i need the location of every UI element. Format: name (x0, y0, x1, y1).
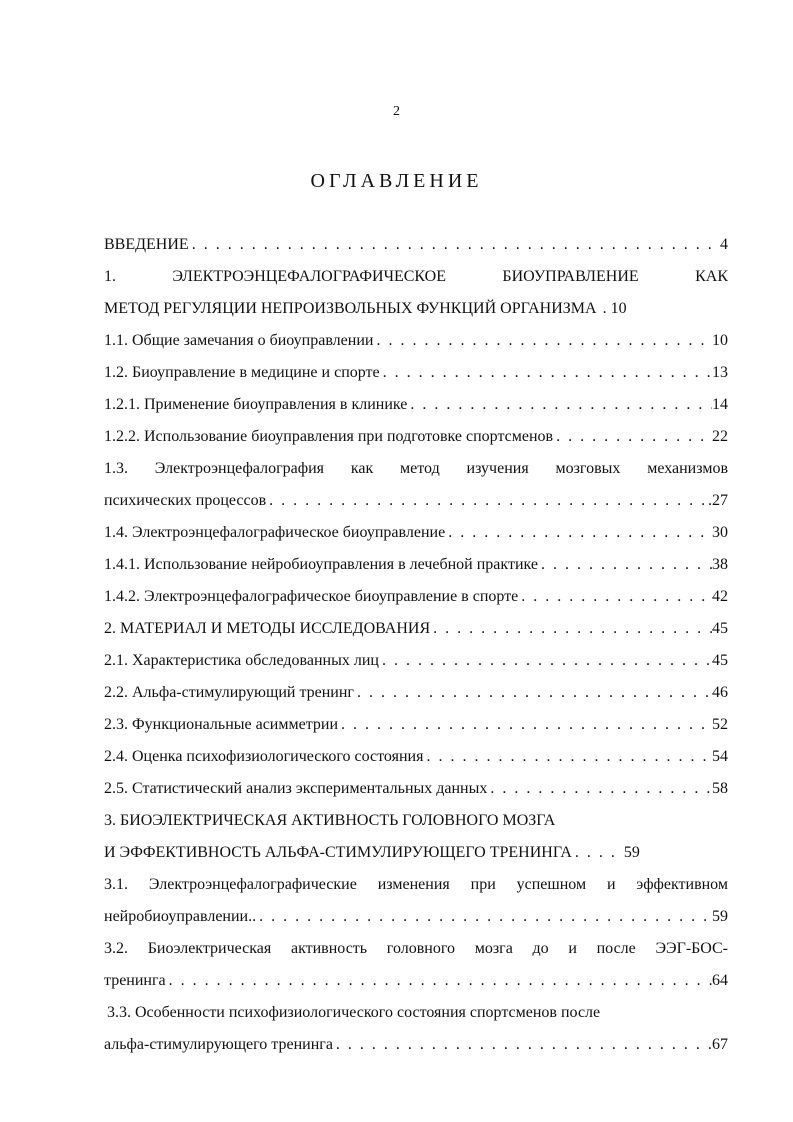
toc-entry-1-1 (104, 328, 728, 360)
toc-entry-2-2 (104, 680, 728, 712)
toc-page: 67 (712, 1036, 728, 1053)
toc-entry-2-4 (104, 744, 728, 776)
toc-label: 1.2. Биоуправление в медицине и спорте (104, 364, 380, 381)
toc-page: 45 (712, 620, 728, 637)
toc-entry-1-2 (104, 360, 728, 392)
toc-label: тренинга (104, 972, 166, 989)
toc-page: 64 (712, 972, 728, 989)
toc-label: 1.4. Электроэнцефалографическое биоуправление (104, 524, 446, 541)
leader-dots (423, 744, 712, 770)
toc-page: 46 (712, 684, 728, 701)
toc-entry-3-3-line-1 (104, 1000, 728, 1032)
toc-page: 4 (720, 236, 728, 253)
toc-page: .27 (708, 492, 728, 509)
leader-dots (538, 552, 712, 578)
toc-label: 1.2.1. Применение биоуправления в клинике (104, 396, 408, 413)
toc-label: нейробиоуправлении.. (104, 908, 257, 925)
leader-dots (333, 1032, 712, 1058)
toc-label: психических процессов (104, 492, 267, 509)
toc-label: 1. ЭЛЕКТРОЭНЦЕФАЛОГРАФИЧЕСКОЕ БИОУПРАВЛЕНИЕ КАК (104, 268, 728, 285)
leader-dots (572, 840, 624, 866)
leader-dots (256, 904, 712, 930)
toc-entry-1-4-1 (104, 552, 728, 584)
toc-entry-3-2-line-2 (104, 968, 728, 1000)
leader-dots (373, 328, 712, 354)
toc-page: 38 (712, 556, 728, 573)
toc-entry-2-1 (104, 648, 728, 680)
toc-label: 1.4.2. Электроэнцефалографическое биоуправление в спорте (104, 588, 519, 605)
toc-label: 2.5. Статистический анализ экспериментальных данных (104, 780, 488, 797)
toc-page: 13 (712, 364, 728, 381)
toc-entry-3-2-line-1 (104, 936, 728, 968)
leader-dots (379, 648, 712, 674)
leader-dots (354, 680, 712, 706)
leader-dots (445, 520, 712, 546)
toc-label: И ЭФФЕКТИВНОСТЬ АЛЬФА-СТИМУЛИРУЮЩЕГО ТРЕНИНГА (104, 844, 572, 861)
toc-label: 2.1. Характеристика обследованных лиц (104, 652, 379, 669)
toc-label: 2. МАТЕРИАЛ И МЕТОДЫ ИССЛЕДОВАНИЯ (104, 620, 431, 637)
toc-page: 42 (712, 588, 728, 605)
leader-dots (407, 392, 712, 418)
leader-dots (189, 232, 720, 258)
leader-dots (487, 776, 712, 802)
toc-label: 3.3. Особенности психофизиологического состояния спортсменов после (107, 1004, 601, 1021)
toc-page: 22 (712, 428, 728, 445)
toc-label: 2.4. Оценка психофизиологического состояния (104, 748, 424, 765)
toc-page: 54 (712, 748, 728, 765)
toc-label: альфа-стимулирующего тренинга (104, 1036, 333, 1053)
toc-entry-1-3-line-2 (104, 488, 728, 520)
leader-dots (380, 360, 712, 386)
toc-page: 14 (712, 396, 728, 413)
toc-entry-chapter-1-line-1 (104, 264, 728, 296)
toc-label: 3. БИОЭЛЕКТРИЧЕСКАЯ АКТИВНОСТЬ ГОЛОВНОГО МОЗГА (104, 812, 556, 829)
page-title: ОГЛАВЛЕНИЕ (310, 170, 483, 192)
toc-entry-1-4 (104, 520, 728, 552)
toc-entry-1-4-2 (104, 584, 728, 616)
toc-label: 1.4.1. Использование нейробиоуправления в лечебной практике (104, 556, 538, 573)
toc-label: 1.3. Электроэнцефалография как метод изучения мозговых механизмов (104, 460, 728, 477)
toc-page: 59 (623, 844, 640, 861)
toc-entry-1-2-2 (104, 424, 728, 456)
toc-entry-2-3 (104, 712, 728, 744)
leader-dots (553, 424, 712, 450)
toc-entry-chapter-3-line-1 (104, 808, 728, 840)
leader-dots (518, 584, 712, 610)
leader-dots (166, 968, 712, 994)
toc-entry-chapter-1-line-2 (104, 296, 728, 328)
leader-dots (338, 712, 712, 738)
toc-entry-1-3-line-1 (104, 456, 728, 488)
toc-label: 2.2. Альфа-стимулирующий тренинг (104, 684, 354, 701)
toc-label: ВВЕДЕНИЕ (104, 236, 189, 253)
toc-label: МЕТОД РЕГУЛЯЦИИ НЕПРОИЗВОЛЬНЫХ ФУНКЦИЙ ОРГАНИЗМА (104, 300, 597, 317)
toc-label: 1.2.2. Использование биоуправления при подготовке спортсменов (104, 428, 554, 445)
toc-entry-chapter-2 (104, 616, 728, 648)
toc-entry-3-1-line-2 (104, 904, 728, 936)
toc-page: 45 (712, 652, 728, 669)
leader-dots (266, 488, 708, 514)
toc-entry-intro (104, 232, 728, 264)
toc-page: 58 (712, 780, 728, 797)
toc-label: 3.1. Электроэнцефалографические изменения при успешном и эффективном (104, 876, 728, 893)
page-number: 2 (393, 104, 400, 119)
toc-label: 3.2. Биоэлектрическая активность головного мозга до и после ЭЭГ-БОС- (104, 940, 728, 957)
toc-page: . 10 (602, 300, 627, 317)
toc-page: 30 (712, 524, 728, 541)
table-of-contents (104, 232, 728, 1064)
leader-dots (430, 616, 712, 642)
toc-entry-2-5 (104, 776, 728, 808)
toc-page: 52 (712, 716, 728, 733)
toc-page: 10 (712, 332, 728, 349)
toc-label: 2.3. Функциональные асимметрии (104, 716, 339, 733)
toc-page: 59 (712, 908, 728, 925)
toc-entry-3-3-line-2 (104, 1032, 728, 1064)
toc-entry-chapter-3-line-2 (104, 840, 728, 872)
toc-label: 1.1. Общие замечания о биоуправлении (104, 332, 374, 349)
toc-entry-3-1-line-1 (104, 872, 728, 904)
toc-entry-1-2-1 (104, 392, 728, 424)
